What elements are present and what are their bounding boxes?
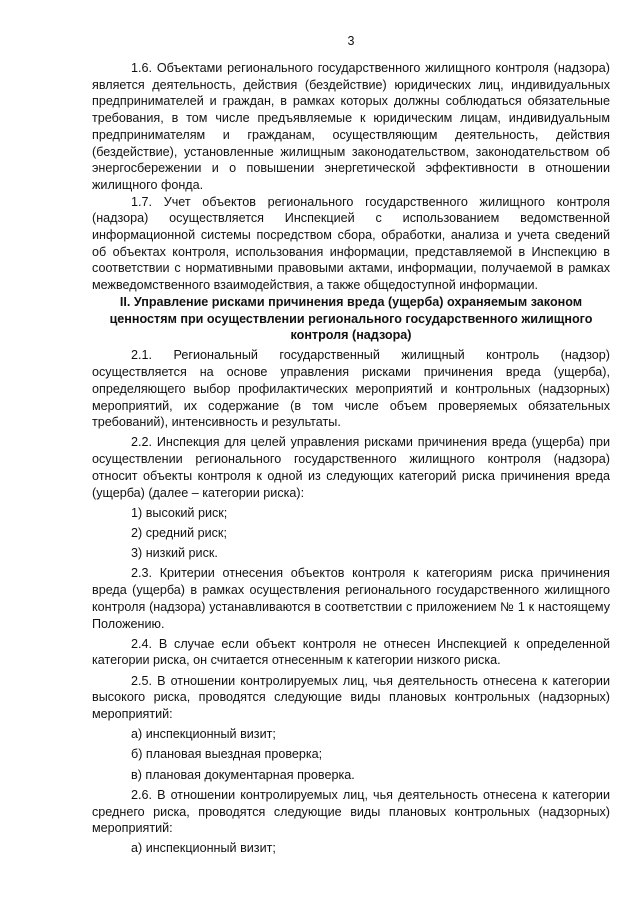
paragraph-1-6: 1.6. Объектами регионального государственного жилищного контроля (надзора) является деятельность, действия (бездействие) юридических лиц, индивидуальных предпринимателей и граждан, в рамках которых должны соблюдаться обязательные требования, в том числе предъявляемые к юридическим лицам, индивидуальным предпринимателям и гражданам, осуществляющим деятельность, действия (бездействие), установленные жилищным законодательством, законодательством об энергосбережении и о повышении энергетической эффективности в отношении жилищного фонда. — [92, 61, 610, 192]
paragraph-2-5: 2.5. В отношении контролируемых лиц, чья деятельность отнесена к категории высокого риска, проводятся следующие виды плановых контрольных (надзорных) мероприятий: — [92, 673, 610, 722]
list-item-low-risk: 3) низкий риск. — [131, 546, 218, 561]
paragraph-2-3: 2.3. Критерии отнесения объектов контроля к категориям риска причинения вреда (ущерба) в рамках осуществления регионального государственного жилищного контроля (надзора) устанавливаются в соответствии с приложением № 1 к настоящему Положению. — [92, 566, 610, 631]
page-number: 3 — [347, 34, 355, 48]
list-item-high-risk: 1) высокий риск; — [131, 505, 228, 520]
paragraph-2-4: 2.4. В случае если объект контроля не отнесен Инспекцией к определенной категории риска, он считается отнесенным к категории низкого риска. — [92, 636, 610, 668]
list-item-onsite-check: б) плановая выездная проверка; — [131, 747, 323, 762]
section-heading-2: II. Управление рисками причинения вреда (ущерба) охраняемым законом ценностям при осуществлении регионального государственного жилищного контроля (надзора) — [109, 294, 593, 343]
list-item-document-check: в) плановая документарная проверка. — [131, 767, 355, 782]
list-item-inspection-visit-medium: а) инспекционный визит; — [131, 841, 276, 856]
paragraph-1-7: 1.7. Учет объектов регионального государственного жилищного контроля (надзора) осуществляется Инспекцией с использованием ведомственной информационной системы посредством сбора, обработки, анализа и учета сведений об объектах контроля, использования информации, представляемой в Инспекцию в соответствии с нормативными правовыми актами, информации, получаемой в рамках межведомственного взаимодействия, а также общедоступной информации. — [92, 194, 610, 293]
list-item-inspection-visit: а) инспекционный визит; — [131, 727, 276, 742]
paragraph-2-2: 2.2. Инспекция для целей управления рисками причинения вреда (ущерба) при осуществлении регионального государственного жилищного контроля (надзора) относит объекты контроля к одной из следующих категорий риска причинения вреда (ущерба) (далее – категории риска): — [92, 435, 610, 500]
paragraph-2-6: 2.6. В отношении контролируемых лиц, чья деятельность отнесена к категории среднего риска, проводятся следующие виды плановых контрольных (надзорных) мероприятий: — [92, 787, 610, 836]
paragraph-2-1: 2.1. Региональный государственный жилищный контроль (надзор) осуществляется на основе управления рисками причинения вреда (ущерба), определяющего выбор профилактических мероприятий и контрольных (надзорных) мероприятий, их содержание (в том числе объем проверяемых обязательных требований), интенсивность и результаты. — [92, 348, 610, 430]
list-item-medium-risk: 2) средний риск; — [131, 525, 227, 540]
